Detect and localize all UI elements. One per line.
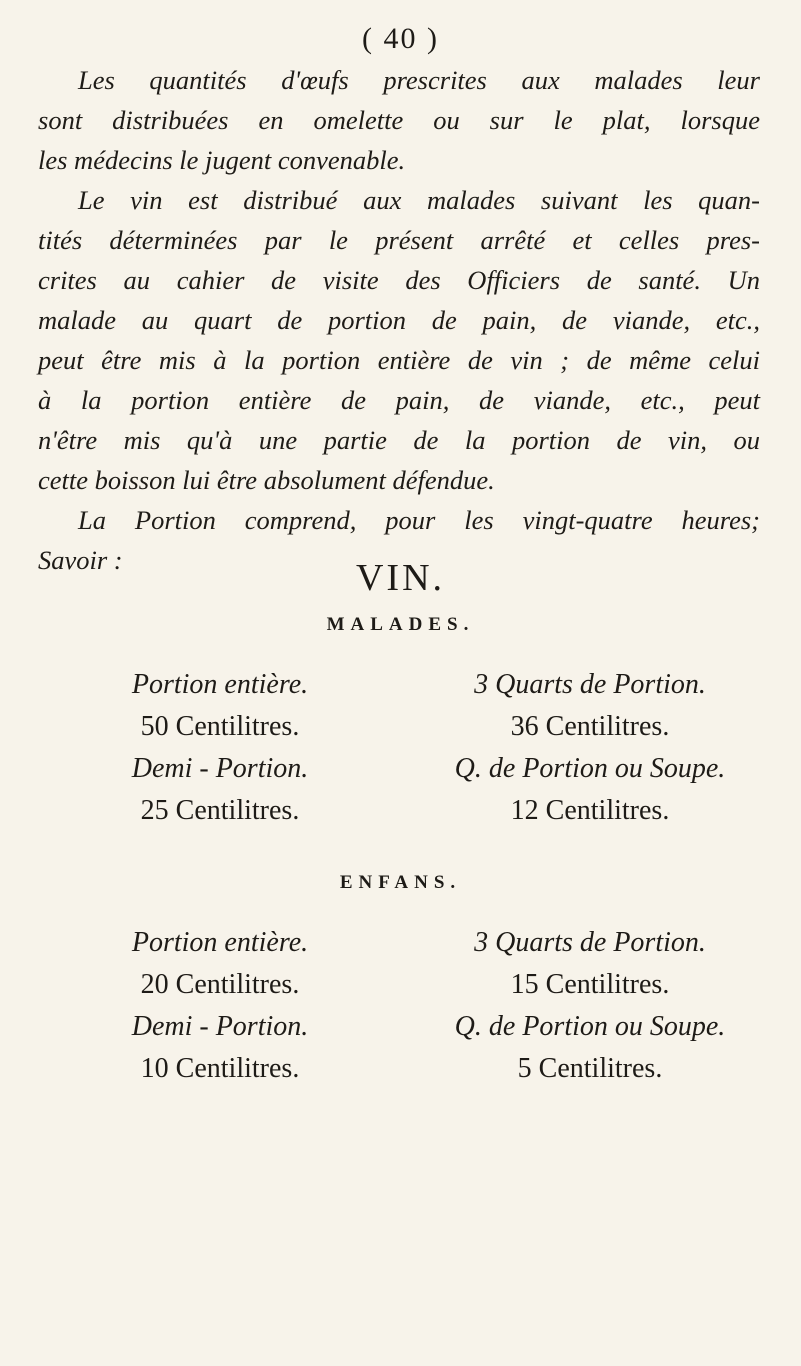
- malades-cell: 25 Centilitres.: [140, 795, 300, 826]
- text-line: La Portion comprend, pour les vingt-quatre heures;: [78, 505, 760, 535]
- enfans-cell: 15 Centilitres.: [510, 969, 670, 1000]
- malades-cell: 3 Quarts de Portion.: [474, 669, 706, 700]
- text-line: à la portion entière de pain, de viande, etc., peut: [38, 385, 760, 415]
- malades-cell: 36 Centilitres.: [510, 711, 670, 742]
- paragraph-wine: [38, 180, 760, 500]
- page-number: ( 40 ): [362, 22, 439, 55]
- malades-cell: Portion entière.: [131, 669, 309, 700]
- text-line: Le vin est distribué aux malades suivant les quan-: [78, 185, 760, 215]
- enfans-heading: ENFANS.: [339, 872, 462, 893]
- enfans-cell: 5 Centilitres.: [517, 1053, 663, 1084]
- text-line: Les quantités d'œufs prescrites aux malades leur: [78, 65, 760, 95]
- text-line: sont distribuées en omelette ou sur le plat, lorsque: [38, 105, 760, 135]
- malades-cell: 12 Centilitres.: [510, 795, 670, 826]
- enfans-cell: 20 Centilitres.: [140, 969, 300, 1000]
- enfans-cell: Q. de Portion ou Soupe.: [454, 1011, 726, 1042]
- malades-cell: Q. de Portion ou Soupe.: [454, 753, 726, 784]
- malades-cell: Demi - Portion.: [131, 753, 309, 784]
- text-line: malade au quart de portion de pain, de viande, etc.,: [38, 305, 760, 335]
- enfans-cell: 3 Quarts de Portion.: [474, 927, 706, 958]
- malades-heading: MALADES.: [326, 614, 475, 635]
- malades-cell: 50 Centilitres.: [140, 711, 300, 742]
- enfans-cell: Portion entière.: [131, 927, 309, 958]
- text-line: cette boisson lui être absolument défendue.: [38, 465, 495, 495]
- text-line: n'être mis qu'à une partie de la portion de vin, ou: [38, 425, 760, 455]
- text-line: tités déterminées par le présent arrêté et celles pres-: [38, 225, 760, 255]
- text-line: Savoir :: [38, 545, 123, 575]
- enfans-cell: 10 Centilitres.: [140, 1053, 300, 1084]
- text-line: peut être mis à la portion entière de vin ; de même celui: [38, 345, 760, 375]
- enfans-cell: Demi - Portion.: [131, 1011, 309, 1042]
- paragraph-eggs: [38, 60, 760, 180]
- section-title: VIN.: [355, 557, 446, 599]
- text-line: crites au cahier de visite des Officiers de santé. Un: [38, 265, 760, 295]
- text-line: les médecins le jugent convenable.: [38, 145, 406, 175]
